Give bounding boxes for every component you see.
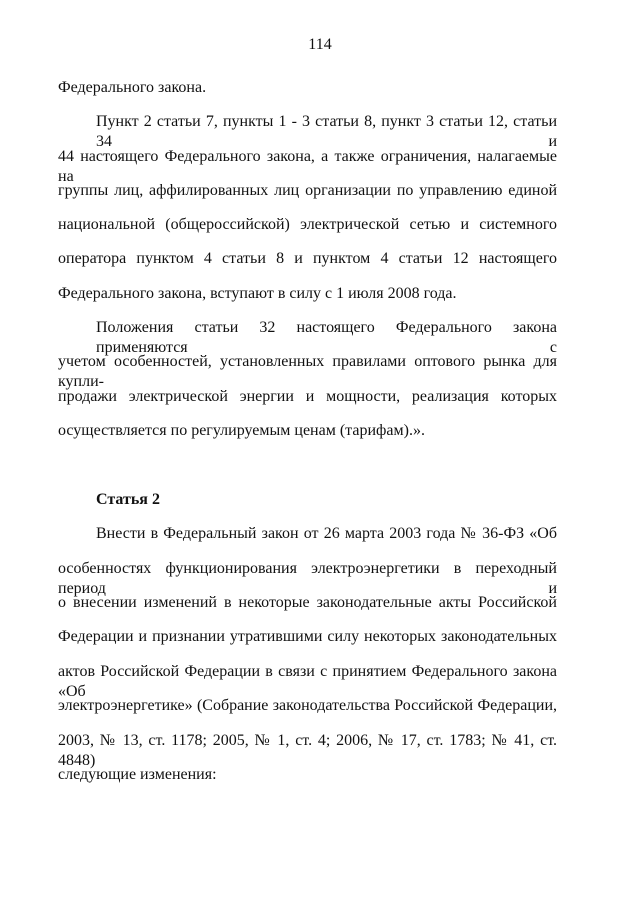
text-line: актов Российской Федерации в связи с принятием Федерального закона «Об xyxy=(58,663,557,700)
text-line: осуществляется по регулируемым ценам (тарифам).». xyxy=(58,422,425,439)
text-line: Положения статьи 32 настоящего Федерального закона применяются с xyxy=(96,319,557,356)
text-line: продажи электрической энергии и мощности, реализация которых xyxy=(58,388,557,405)
page-number: 114 xyxy=(308,36,332,53)
text-line: Федерального закона, вступают в силу с 1 июля 2008 года. xyxy=(58,285,457,302)
text-line: группы лиц, аффилированных лиц организации по управлению единой xyxy=(58,182,557,199)
text-line: оператора пунктом 4 статьи 8 и пунктом 4 статьи 12 настоящего xyxy=(58,250,557,267)
text-line: 2003, № 13, ст. 1178; 2005, № 1, ст. 4; 2006, № 17, ст. 1783; № 41, ст. 4848) xyxy=(58,732,557,769)
text-line: 44 настоящего Федерального закона, а также ограничения, налагаемые на xyxy=(58,148,557,185)
text-line: о внесении изменений в некоторые законодательные акты Российской xyxy=(58,594,557,611)
text-line: особенностях функционирования электроэнергетики в переходный период и xyxy=(58,560,557,597)
text-line: национальной (общероссийской) электрической сетью и системного xyxy=(58,216,557,233)
text-line: Пункт 2 статьи 7, пункты 1 - 3 статьи 8, пункт 3 статьи 12, статьи 34 и xyxy=(96,113,557,150)
text-line: Внести в Федеральный закон от 26 марта 2003 года № 36-ФЗ «Об xyxy=(96,525,557,542)
text-line: следующие изменения: xyxy=(58,766,217,783)
text-line: Федерального закона. xyxy=(58,79,207,96)
text-line: Федерации и признании утратившими силу некоторых законодательных xyxy=(58,628,557,645)
article-heading: Статья 2 xyxy=(96,491,160,508)
text-line: электроэнергетике» (Собрание законодательства Российской Федерации, xyxy=(58,697,557,714)
text-line: учетом особенностей, установленных правилами оптового рынка для купли- xyxy=(58,353,557,390)
